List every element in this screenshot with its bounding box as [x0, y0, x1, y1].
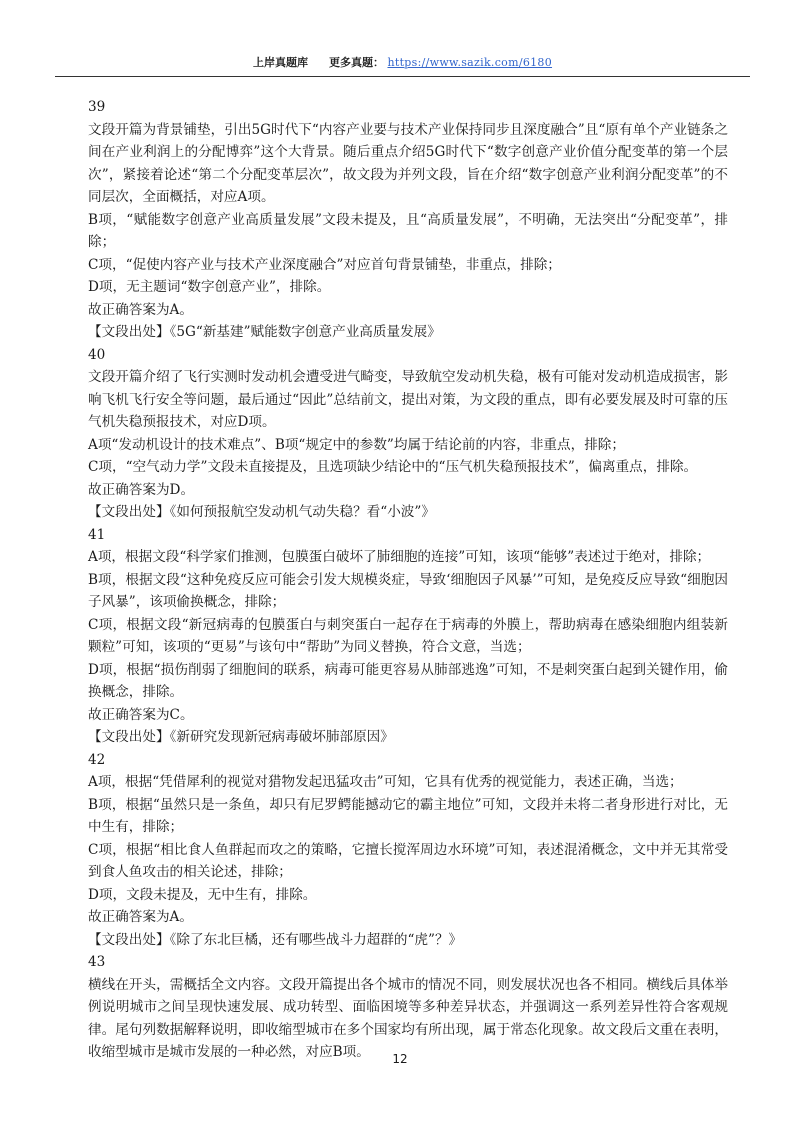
paragraph: 故正确答案为A。 — [88, 909, 193, 925]
page-number: 12 — [392, 1052, 408, 1066]
paragraph: 文段开篇为背景铺垫，引出5G时代下“内容产业要与技术产业保持同步且深度融合”且“原有单个产业链条之间在产业利润上的分配博弈”这个大背景。随后重点介绍5G时代下“数字创意产业价值分配变革的第一个层次”，紧接着论述“第二个分配变革层次”，故文段为并列文段，旨在介绍“数字创意产业利润分配变革”的不同层次，全面概括，对应A项。 — [88, 121, 728, 205]
question-number: 43 — [88, 954, 106, 970]
paragraph: A项，根据“凭借犀利的视觉对猎物发起迅猛攻击”可知，它具有优秀的视觉能力，表述正确，当选； — [88, 774, 683, 790]
paragraph: C项，根据“相比食人鱼群起而攻之的策略，它擅长搅浑周边水环境”可知，表述混淆概念，文中并无其常受到食人鱼攻击的相关论述，排除； — [88, 841, 728, 880]
paragraph: 故正确答案为D。 — [88, 481, 195, 498]
paragraph: 【文段出处】《如何预报航空发动机气动失稳？看“小波”》 — [88, 504, 435, 520]
paragraph: C项，“促使内容产业与技术产业深度融合”对应首句背景铺垫，非重点，排除； — [88, 256, 561, 273]
document-body — [88, 96, 728, 1064]
paragraph: 【文段出处】《新研究发现新冠病毒破坏肺部原因》 — [88, 729, 394, 745]
paragraph: C项，根据文段“新冠病毒的包膜蛋白与刺突蛋白一起存在于病毒的外膜上，帮助病毒在感染细胞内组装新颗粒”可知，该项的“更易”与该句中“帮助”为同义替换，符合文意，当选； — [88, 616, 728, 655]
paragraph: A项，根据文段“科学家们推测，包膜蛋白破坏了肺细胞的连接”可知，该项“能够”表述过于绝对，排除； — [88, 549, 711, 565]
more-label: 更多真题： — [328, 56, 384, 69]
paragraph: 文段开篇介绍了飞行实测时发动机会遭受进气畸变，导致航空发动机失稳，极有可能对发动机造成损害，影响飞机飞行安全等问题，最后通过“因此”总结前文，提出对策，为文段的重点，即有必要发展及时可靠的压气机失稳预报技术，对应D项。 — [88, 369, 728, 430]
question-number: 39 — [88, 99, 106, 115]
question-number: 40 — [88, 346, 106, 363]
paragraph: B项，根据“虽然只是一条鱼，却只有尼罗鳄能撼动它的霸主地位”可知，文段并未将二者身形进行对比，无中生有，排除； — [88, 796, 728, 835]
paragraph: D项，文段未提及，无中生有，排除。 — [88, 886, 317, 903]
question-number: 41 — [88, 526, 106, 543]
paragraph: 【文段出处】《5G“新基建”赋能数字创意产业高质量发展》 — [88, 324, 441, 340]
paragraph: D项，无主题词“数字创意产业”，排除。 — [88, 279, 331, 295]
paragraph: D项，根据“损伤削弱了细胞间的联系，病毒可能更容易从肺部逃逸”可知，不是刺突蛋白起到关键作用，偷换概念，排除。 — [88, 661, 728, 700]
paragraph: A项“发动机设计的技术难点”、B项“规定中的参数”均属于结论前的内容，非重点，排除； — [88, 436, 625, 453]
paragraph: 故正确答案为A。 — [88, 301, 193, 318]
page-header — [55, 52, 750, 77]
paragraph: B项，根据文段“这种免疫反应可能会引发大规模炎症，导致‘细胞因子风暴’”可知，是免疫反应导致“细胞因子风暴”，该项偷换概念，排除； — [88, 571, 728, 610]
paragraph: 横线在开头，需概括全文内容。文段开篇提出各个城市的情况不同，则发展状况也各不相同。横线后具体举例说明城市之间呈现快速发展、成功转型、面临困境等多种差异状态，并强调这一系列差异性符合客观规律。尾句列数据解释说明，即收缩型城市在多个国家均有所出现，属于常态化现象。故文段后文重在表明，收缩型城市是城市发展的一种必然，对应B项。 — [88, 976, 728, 1060]
site-name: 上岸真题库 — [252, 56, 308, 69]
header-url-link[interactable]: https://www.sazik.com/6180 — [387, 56, 553, 69]
paragraph: 【文段出处】《除了东北巨橘，还有哪些战斗力超群的“虎”？》 — [88, 931, 463, 948]
paragraph: C项，“空气动力学”文段未直接提及，且选项缺少结论中的“压气机失稳预报技术”，偏离重点，排除。 — [88, 459, 698, 475]
paragraph: B项，“赋能数字创意产业高质量发展”文段未提及，且“高质量发展”，不明确，无法突出“分配变革”，排除； — [88, 211, 728, 250]
question-number: 42 — [88, 751, 106, 768]
paragraph: 故正确答案为C。 — [88, 706, 194, 723]
